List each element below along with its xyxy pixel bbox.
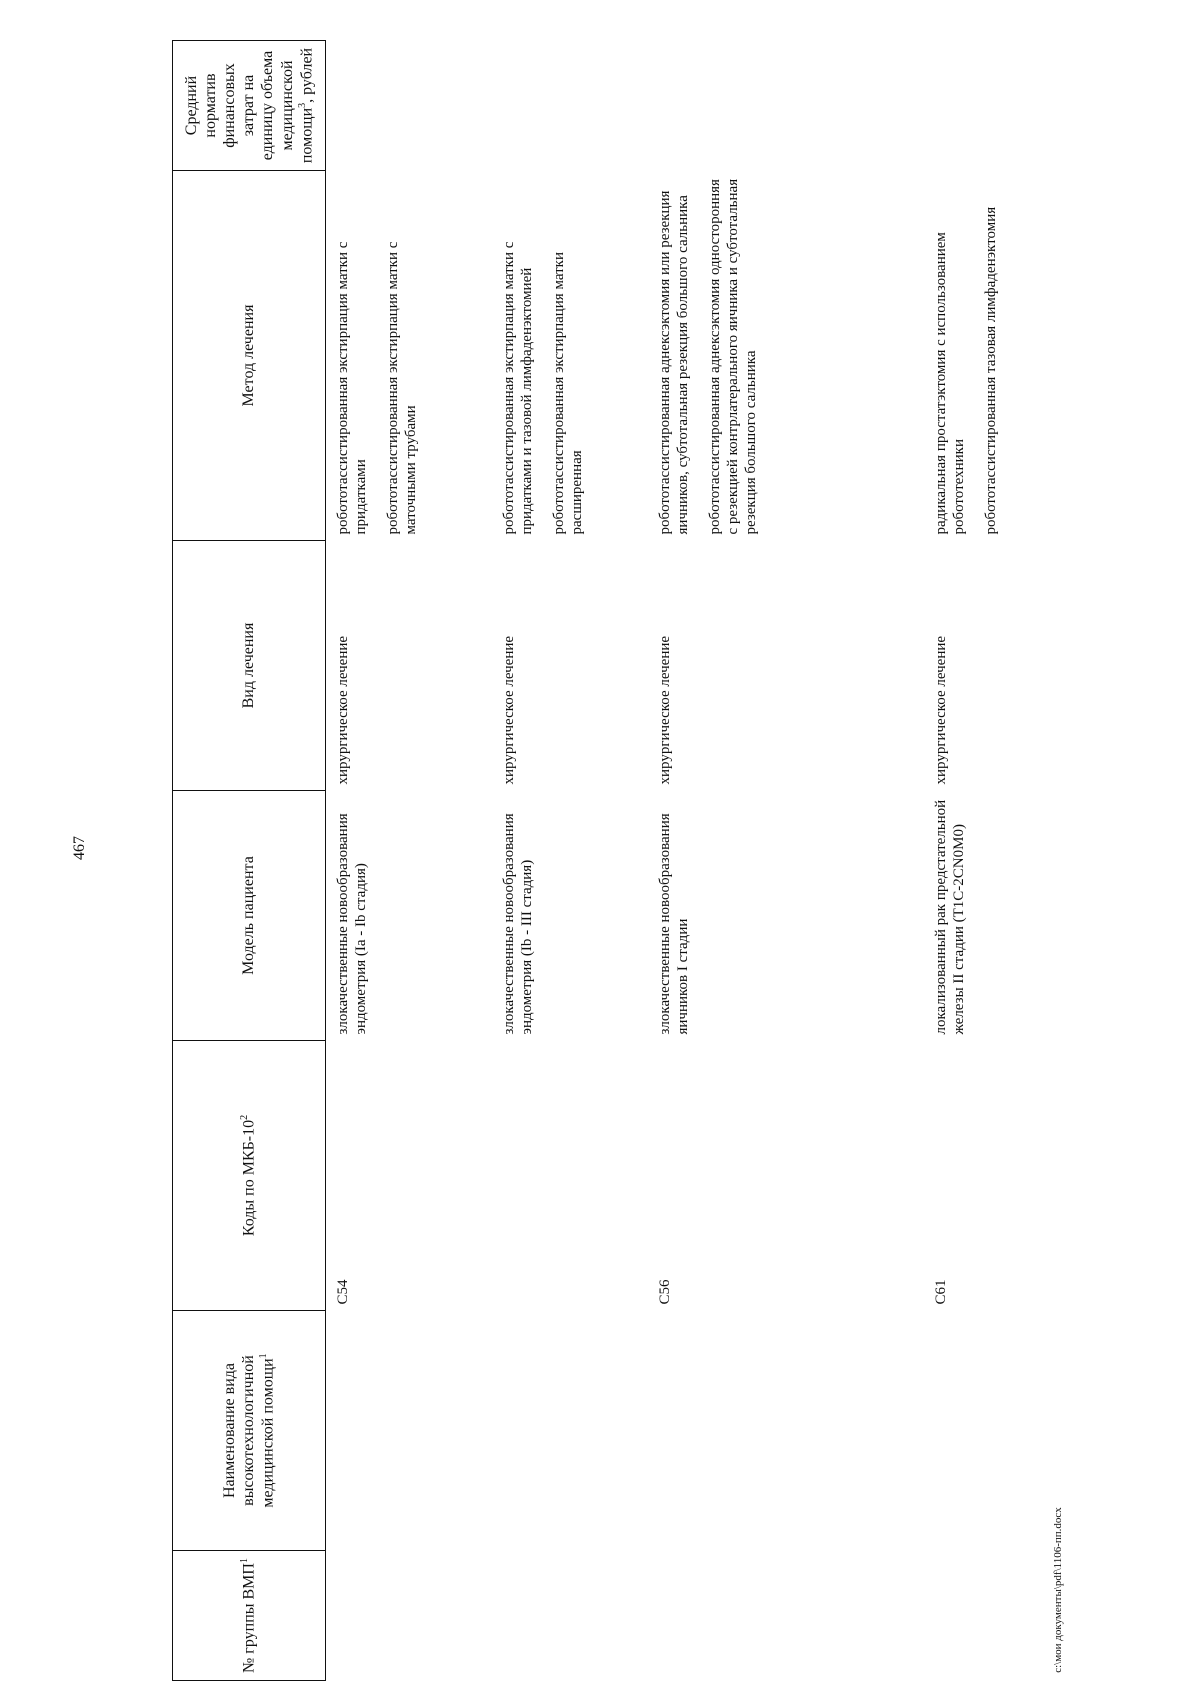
cell-group-number [326, 1551, 493, 1681]
cell-care-type-name [326, 1311, 493, 1551]
cell-group-number [648, 1551, 924, 1681]
cell-average-cost [648, 41, 924, 171]
header-icd-codes: Коды по МКБ-$10^2$ [173, 1041, 326, 1311]
cell-care-type-name [648, 1311, 924, 1551]
footer-file-path: c:\мои документы\pdf\1106-пп.docx [1052, 1507, 1064, 1673]
cell-patient-model: злокачественные новообразования эндометрия (Ib - III стадия) [501, 813, 535, 1035]
header-group-number: № группы ВМП$^1$ [173, 1551, 326, 1681]
cell-treatment-type: хирургическое лечение [335, 635, 351, 785]
cell-group-number [924, 1551, 1060, 1681]
cell-average-cost [492, 41, 648, 171]
cell-treatment-method [326, 171, 493, 541]
header-average-cost: Средний норматив финансовых затрат на единицу объема медицинской помощи$^3$, рублей [173, 41, 326, 171]
method-item: робототассистированная тазовая лимфаденэктомия [983, 206, 999, 535]
method-item: робототассистированная экстирпация матки с маточными трубами [385, 241, 419, 535]
header-treatment-type: Вид лечения [173, 541, 326, 791]
method-item: робототассистированная экстирпация матки с придатками [335, 241, 369, 535]
method-item: робототассистированная экстирпация матки с придатками и тазовой лимфаденэктомией [501, 241, 535, 535]
cell-care-type-name [924, 1311, 1060, 1551]
cell-treatment-method [648, 171, 924, 541]
method-item: радикальная простатэктомия с использованием робототехники [933, 232, 967, 535]
cell-icd-code: C56 [657, 1279, 673, 1305]
cell-average-cost [924, 41, 1060, 171]
rotated-table-region [172, 41, 1002, 1681]
treatment-table [172, 40, 1060, 1681]
cell-icd-code: C61 [933, 1279, 949, 1305]
cell-care-type-name [492, 1311, 648, 1551]
method-item: робототассистированная экстирпация матки расширенная [551, 252, 585, 535]
cell-treatment-type: хирургическое лечение [501, 635, 517, 785]
table-row [492, 41, 648, 1681]
header-care-type-name: Наименование вида высокотехнологичной медицинской помощи$^1$ [173, 1311, 326, 1551]
page-number: 467 [71, 836, 88, 860]
cell-treatment-type: хирургическое лечение [933, 635, 949, 785]
cell-icd-code [492, 1041, 648, 1311]
table-row [326, 41, 493, 1681]
method-item: робототассистированная аднексэктомия односторонняя с резекцией контрлатерального яичника и субтотальная резекция большого сальника [707, 178, 759, 535]
table-row [648, 41, 924, 1681]
header-treatment-method: Метод лечения [173, 171, 326, 541]
table-row [924, 41, 1060, 1681]
cell-group-number [492, 1551, 648, 1681]
table-header-row [173, 41, 326, 1681]
cell-treatment-method [924, 171, 1060, 541]
cell-patient-model: злокачественные новообразования яичников I стадии [657, 813, 691, 1035]
header-patient-model: Модель пациента [173, 791, 326, 1041]
cell-average-cost [326, 41, 493, 171]
cell-treatment-method [492, 171, 648, 541]
cell-icd-code: C54 [335, 1279, 351, 1305]
cell-patient-model: локализованный рак предстательной железы II стадии (T1C-2CN0M0) [933, 799, 967, 1035]
cell-treatment-type: хирургическое лечение [657, 635, 673, 785]
cell-patient-model: злокачественные новообразования эндометрия (Ia - Ib стадия) [335, 813, 369, 1035]
method-item: робототассистированная аднексэктомия или резекция яичников, субтотальная резекция большого сальника [657, 190, 691, 535]
